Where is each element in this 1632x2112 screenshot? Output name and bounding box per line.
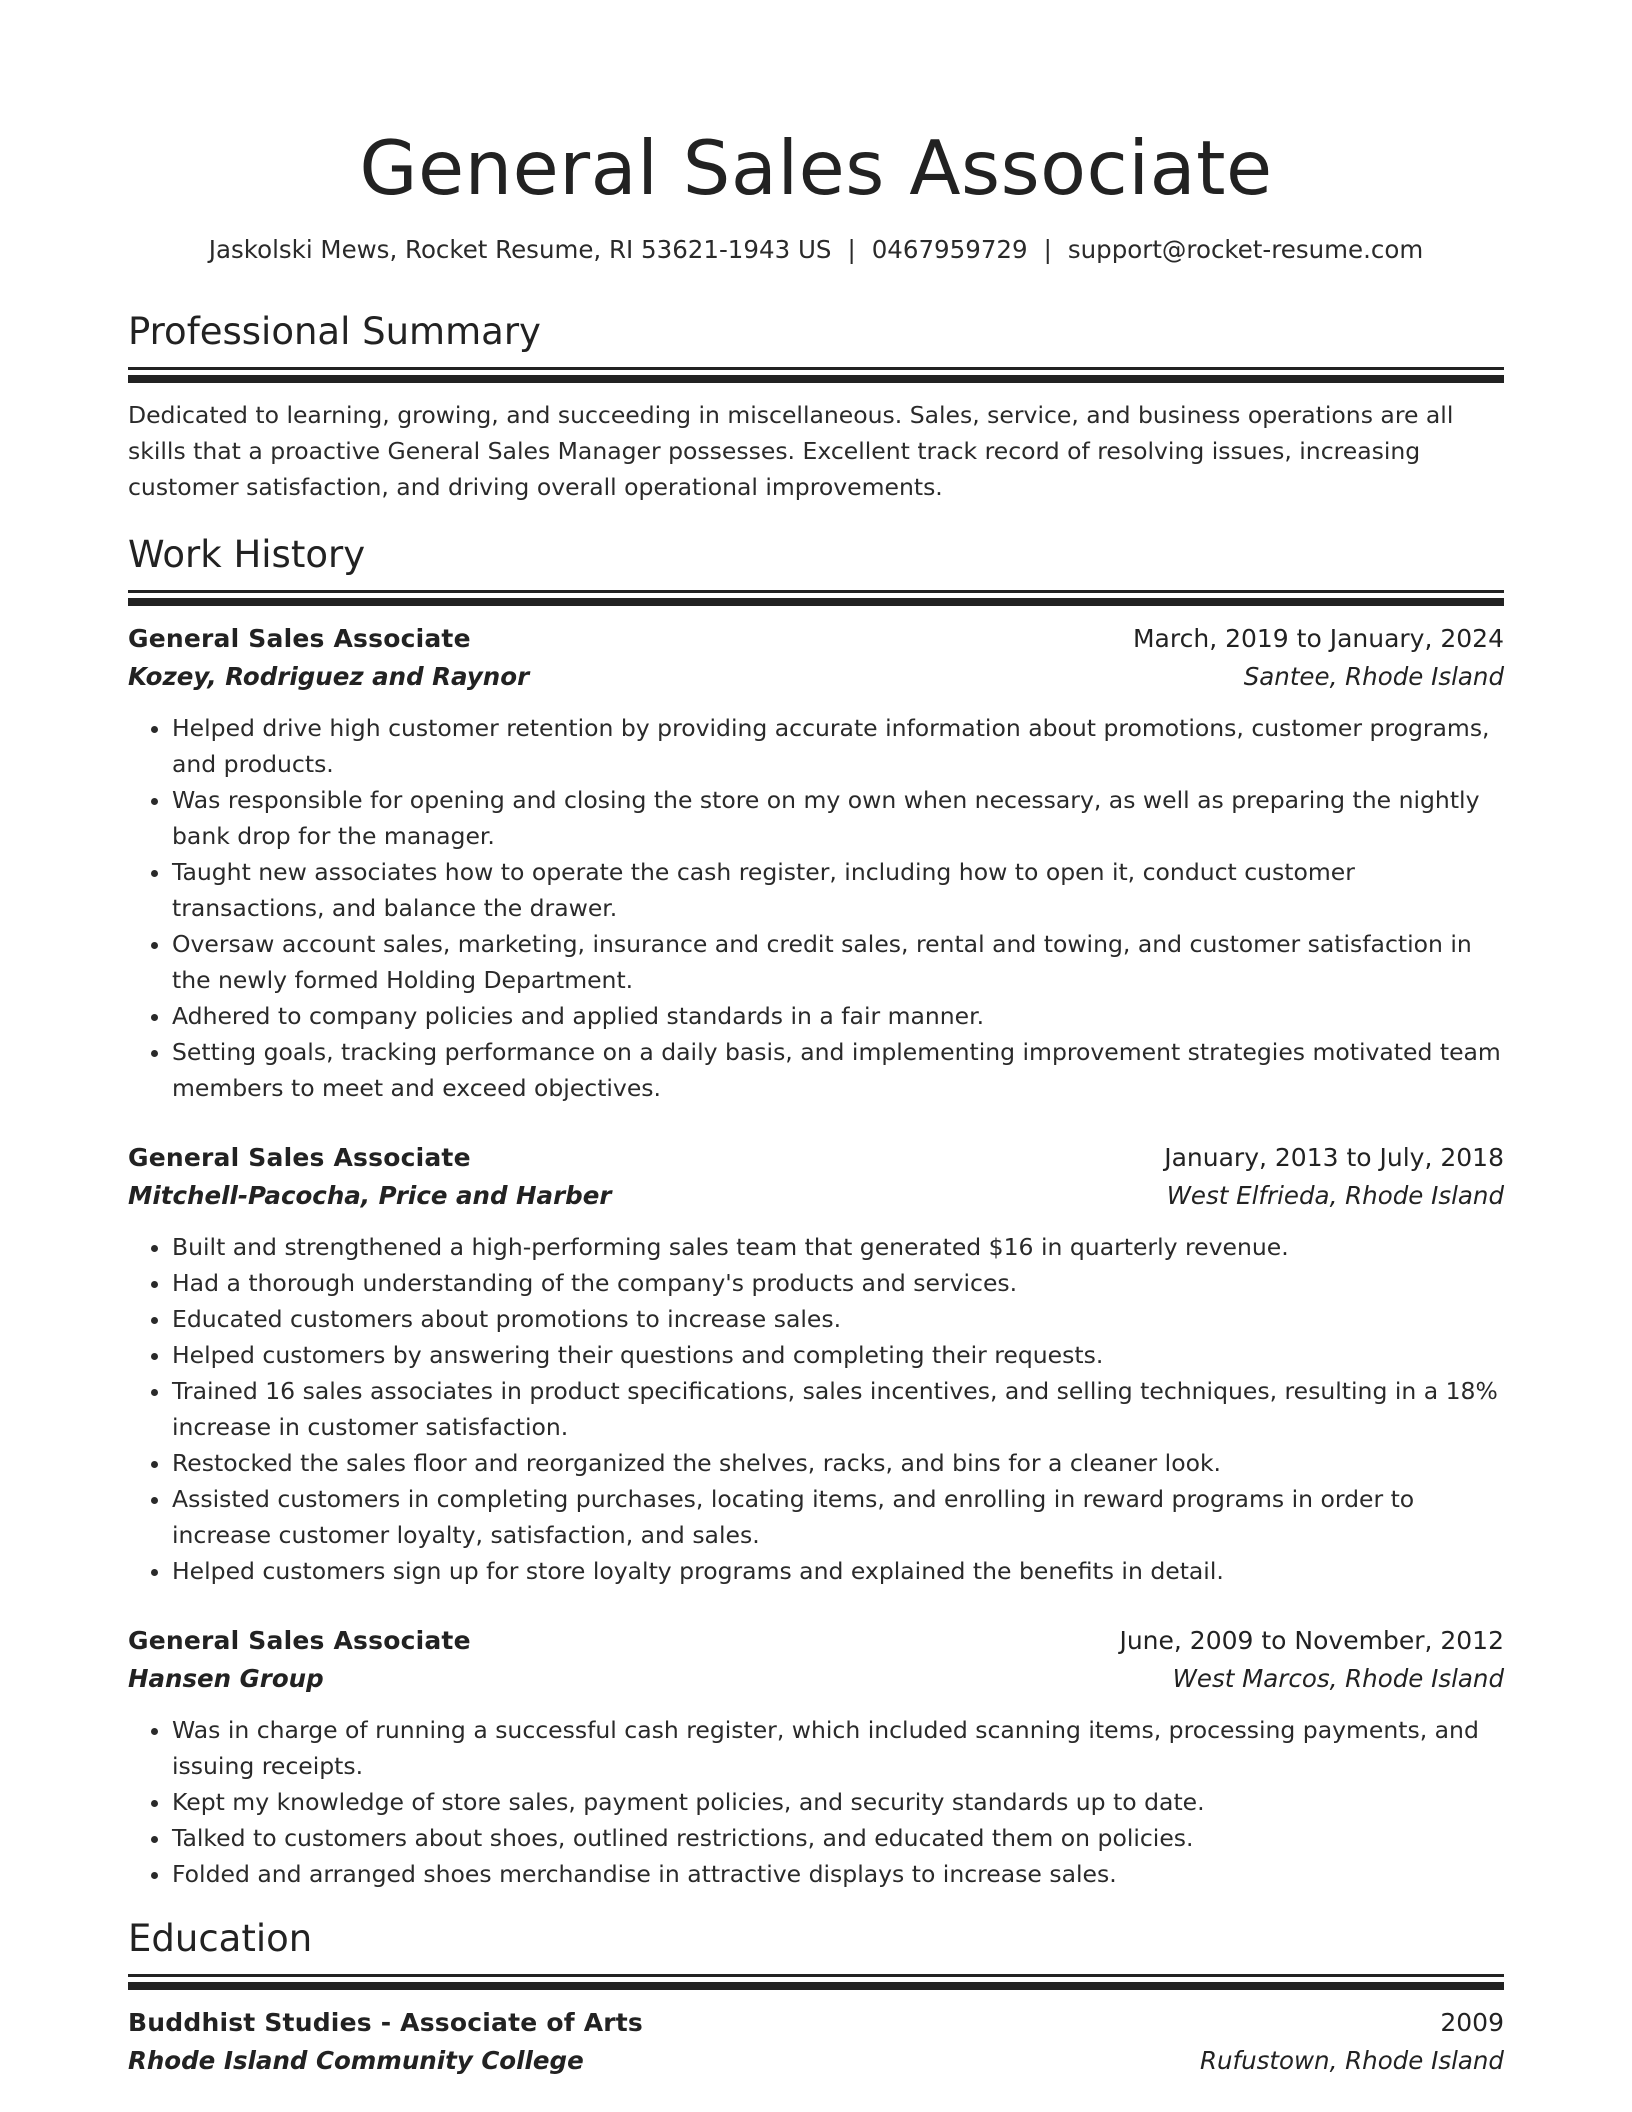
section-rule: [128, 1974, 1504, 1977]
contact-separator: |: [1043, 235, 1052, 264]
job-bullet: • Restocked the sales floor and reorganized the shelves, racks, and bins for a cleaner look.: [172, 1445, 1504, 1481]
job-bullet: • Had a thorough understanding of the company's products and services.: [172, 1265, 1504, 1301]
job-bullet: • Taught new associates how to operate the cash register, including how to open it, conduct customer transactions, and balance the drawer.: [172, 854, 1504, 926]
education-degree: Buddhist Studies - Associate of Arts: [128, 2008, 644, 2037]
job-bullet: • Folded and arranged shoes merchandise in attractive displays to increase sales.: [172, 1856, 1504, 1892]
job-bullet: • Talked to customers about shoes, outlined restrictions, and educated them on policies.: [172, 1820, 1504, 1856]
job-bullets: [128, 1712, 1504, 1892]
job-bullet: • Adhered to company policies and applied standards in a fair manner.: [172, 998, 1504, 1034]
job-bullet: • Kept my knowledge of store sales, payment policies, and security standards up to date.: [172, 1784, 1504, 1820]
job-bullet: • Helped customers by answering their questions and completing their requests.: [172, 1337, 1504, 1373]
job-entry: [128, 620, 1504, 1106]
job-company: Mitchell-Pacocha, Price and Harber: [128, 1181, 612, 1210]
job-bullet: • Setting goals, tracking performance on a daily basis, and implementing improvement strategies motivated team members to meet and exceed objectives.: [172, 1034, 1504, 1106]
job-location: Santee, Rhode Island: [1243, 662, 1504, 691]
job-title: General Sales Associate: [128, 624, 471, 653]
job-dates: June, 2009 to November, 2012: [1119, 1626, 1504, 1655]
job-bullets: [128, 710, 1504, 1106]
job-bullets: [128, 1229, 1504, 1589]
contact-line: [128, 234, 1504, 266]
job-bullet: • Trained 16 sales associates in product specifications, sales incentives, and selling techniques, resulting in a 18% increase in customer satisfaction.: [172, 1373, 1504, 1445]
job-bullet: • Built and strengthened a high-performing sales team that generated $16 in quarterly revenue.: [172, 1229, 1504, 1265]
job-title: General Sales Associate: [128, 1143, 471, 1172]
work-history-section: [128, 532, 1504, 1892]
job-entry: [128, 1139, 1504, 1589]
job-location: West Elfrieda, Rhode Island: [1166, 1181, 1504, 1210]
job-bullet: • Was responsible for opening and closing the store on my own when necessary, as well as preparing the nightly bank drop for the manager.: [172, 782, 1504, 854]
contact-address: Jaskolski Mews, Rocket Resume, RI 53621-1943 US: [208, 235, 832, 264]
section-rule: [128, 590, 1504, 593]
education-section: [128, 1916, 1504, 2080]
contact-separator: |: [847, 235, 856, 264]
education-school: Rhode Island Community College: [128, 2046, 584, 2075]
job-title: General Sales Associate: [128, 1626, 471, 1655]
contact-phone: 0467959729: [871, 235, 1028, 264]
job-entry: [128, 1622, 1504, 1892]
education-location: Rufustown, Rhode Island: [1199, 2046, 1504, 2075]
education-year: 2009: [1440, 2008, 1504, 2037]
summary-section: [128, 309, 1504, 505]
education-heading: Education: [128, 1917, 313, 1960]
section-rule-thick: [128, 598, 1504, 606]
job-bullet: • Helped drive high customer retention by providing accurate information about promotions, customer programs, and products.: [172, 710, 1504, 782]
job-bullet: • Oversaw account sales, marketing, insurance and credit sales, rental and towing, and customer satisfaction in the newly formed Holding Department.: [172, 926, 1504, 998]
contact-email: support@rocket-resume.com: [1067, 235, 1424, 264]
education-entry: [128, 2004, 1504, 2080]
summary-heading: Professional Summary: [128, 310, 541, 353]
summary-text: Dedicated to learning, growing, and succeeding in miscellaneous. Sales, service, and business operations are all skills that a proactive General Sales Manager possesses. Excellent track record of resolving issues, increasing customer satisfaction, and driving overall operational improvements.: [128, 401, 1454, 501]
job-bullet: • Assisted customers in completing purchases, locating items, and enrolling in reward programs in order to increase customer loyalty, satisfaction, and sales.: [172, 1481, 1504, 1553]
job-bullet: • Educated customers about promotions to increase sales.: [172, 1301, 1504, 1337]
job-company: Hansen Group: [128, 1664, 324, 1693]
work-history-heading: Work History: [128, 533, 366, 576]
section-rule: [128, 367, 1504, 370]
job-dates: January, 2013 to July, 2018: [1164, 1143, 1504, 1172]
resume-name: General Sales Associate: [359, 124, 1273, 212]
section-rule-thick: [128, 1982, 1504, 1990]
job-bullet: • Helped customers sign up for store loyalty programs and explained the benefits in detail.: [172, 1553, 1504, 1589]
section-rule-thick: [128, 375, 1504, 383]
job-company: Kozey, Rodriguez and Raynor: [128, 662, 530, 691]
job-location: West Marcos, Rhode Island: [1172, 1664, 1504, 1693]
job-bullet: • Was in charge of running a successful cash register, which included scanning items, processing payments, and issuing receipts.: [172, 1712, 1504, 1784]
job-dates: March, 2019 to January, 2024: [1132, 624, 1504, 653]
